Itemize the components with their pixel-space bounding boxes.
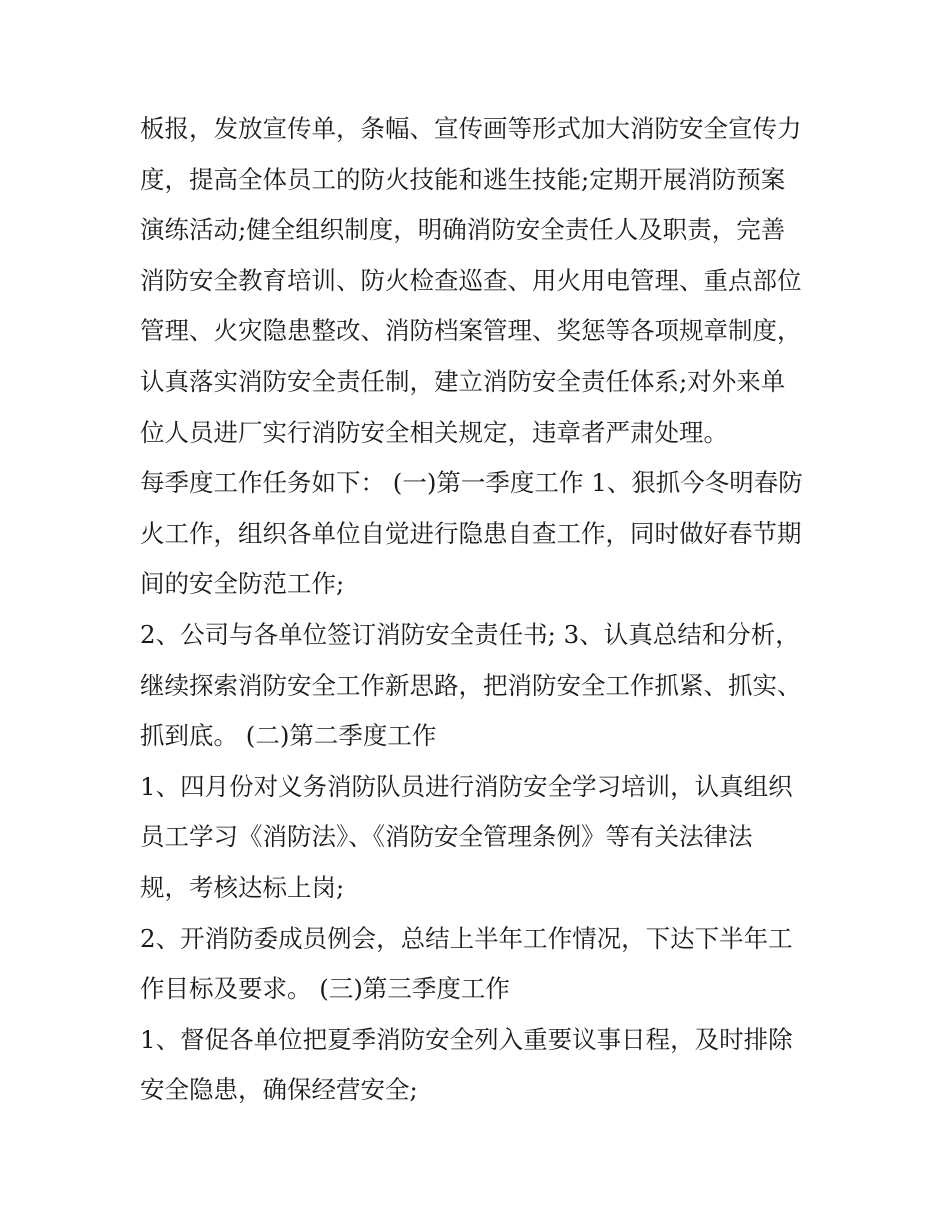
text-line: 抓到底。 (二)第二季度工作 xyxy=(140,721,437,751)
text-line: 安全隐患，确保经营安全; xyxy=(140,1075,418,1105)
text-line: 继续探索消防安全工作新思路，把消防安全工作抓紧、抓实、 xyxy=(140,670,802,700)
text-line: 位人员进厂实行消防安全相关规定，违章者严肃处理。 xyxy=(140,417,728,447)
text-line: 间的安全防范工作; xyxy=(140,569,345,599)
text-line: 认真落实消防安全责任制，建立消防安全责任体系;对外来单 xyxy=(140,366,786,396)
document-body xyxy=(140,104,820,1116)
text-line: 1、四月份对义务消防队员进行消防安全学习培训，认真组织 xyxy=(140,771,793,801)
text-line: 火工作，组织各单位自觉进行隐患自查工作，同时做好春节期 xyxy=(140,518,802,548)
text-line: 板报，发放宣传单，条幅、宣传画等形式加大消防安全宣传力 xyxy=(140,114,802,143)
text-line: 演练活动;健全组织制度，明确消防安全责任人及职责，完善 xyxy=(140,215,786,245)
text-line: 度，提高全体员工的防火技能和逃生技能;定期开展消防预案 xyxy=(140,164,786,194)
text-line: 管理、火灾隐患整改、消防档案管理、奖惩等各项规章制度， xyxy=(140,316,802,346)
text-line: 每季度工作任务如下： (一)第一季度工作 1、狠抓今冬明春防 xyxy=(140,468,803,498)
text-line: 2、开消防委成员例会，总结上半年工作情况，下达下半年工 xyxy=(140,923,793,953)
text-line: 作目标及要求。 (三)第三季度工作 xyxy=(140,974,510,1004)
text-line: 员工学习《消防法》、《消防安全管理条例》等有关法律法 xyxy=(140,822,753,852)
text-line: 消防安全教育培训、防火检查巡查、用火用电管理、重点部位 xyxy=(140,265,802,295)
text-line: 2、公司与各单位签订消防安全责任书; 3、认真总结和分析， xyxy=(140,619,800,649)
text-line: 规，考核达标上岗; xyxy=(140,872,345,902)
text-line: 1、督促各单位把夏季消防安全列入重要议事日程，及时排除 xyxy=(140,1024,793,1054)
